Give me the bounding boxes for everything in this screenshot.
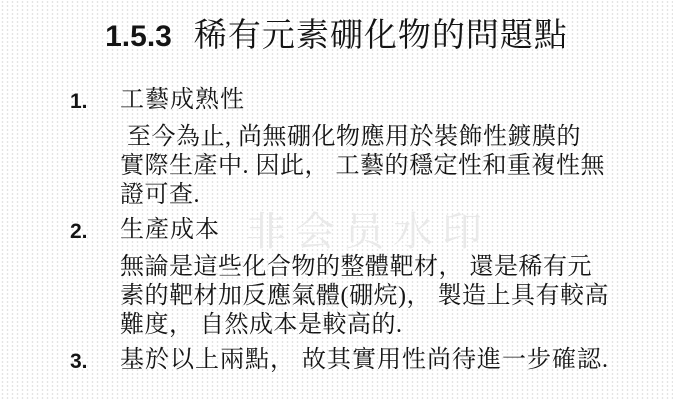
list-item-heading: 工藝成熟性 [120,87,245,113]
list-item-body [120,123,673,210]
list-item [70,85,673,210]
list-item-content [120,215,673,340]
body-line: 難度， 自然成本是較高的. [120,312,403,338]
numbered-list [70,85,673,377]
slide-title-number: 1.5.3 [105,20,172,53]
list-item-heading: 生產成本 [120,217,220,243]
body-line: 無論是這些化合物的整體靶材， 還是稀有元 [120,254,592,280]
list-item-content [120,85,673,210]
body-line: 素的靶材加反應氣體(硼烷)， 製造上具有較高 [120,283,609,309]
list-item [70,215,673,340]
list-item-number: 1. [70,90,88,113]
list-item-number: 3. [70,350,88,373]
list-item-number: 2. [70,220,88,243]
list-item-heading: 基於以上兩點， 故其實用性尚待進一步確認. [120,347,609,373]
watermark-text: 非会员水印 [246,210,491,254]
list-item-body [120,253,673,340]
list-item-content [120,345,673,375]
list-item [70,345,673,377]
body-line: 至今為止, 尚無硼化物應用於裝飾性鍍膜的 [127,124,581,150]
slide-title [0,16,673,57]
slide-title-text: 稀有元素硼化物的問題點 [193,18,568,54]
body-line: 實際生產中. 因此， 工藝的穩定性和重複性無 [120,153,605,179]
body-line: 證可查. [120,182,200,208]
